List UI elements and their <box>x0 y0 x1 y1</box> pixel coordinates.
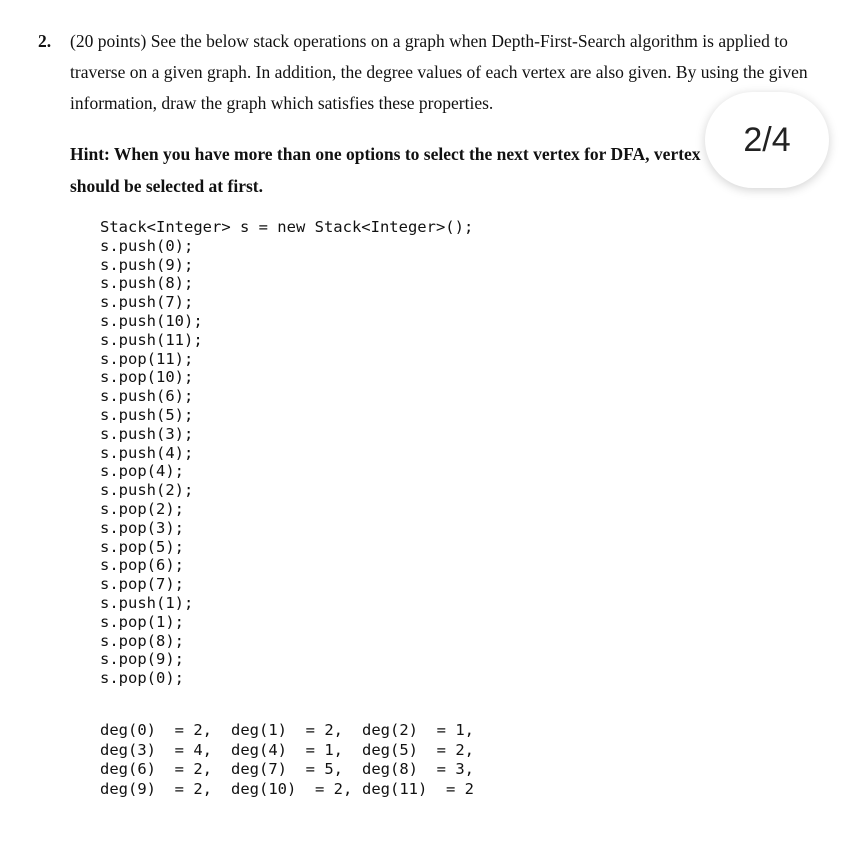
code-line: s.push(3); <box>100 424 194 443</box>
code-line: s.push(8); <box>100 274 194 293</box>
degree-value: deg(10) = 2, <box>231 779 353 798</box>
code-line: s.pop(3); <box>100 518 184 537</box>
degree-value: deg(2) = 1, <box>362 721 474 739</box>
code-line: s.pop(6); <box>100 556 184 575</box>
degree-value: deg(4) = 1, <box>231 740 343 759</box>
code-line: s.pop(5); <box>100 537 184 556</box>
question-block <box>38 26 818 119</box>
degree-value: deg(0) = 2, <box>100 721 212 739</box>
code-line: s.pop(9); <box>100 650 184 669</box>
degree-table <box>100 721 474 799</box>
code-line: s.push(1); <box>100 593 194 612</box>
degree-value: deg(9) = 2, <box>100 779 212 798</box>
code-line: s.push(11); <box>100 330 203 349</box>
degree-value: deg(11) = 2 <box>362 779 474 798</box>
degree-value: deg(3) = 4, <box>100 740 212 759</box>
degree-value: deg(6) = 2, <box>100 760 212 778</box>
code-line: s.pop(7); <box>100 575 184 594</box>
hint-text: Hint: When you have more than one options to select the next vertex for DFA, vertex should be selected at first. <box>70 144 701 196</box>
code-line: s.pop(11); <box>100 349 194 368</box>
code-line: s.push(2); <box>100 481 194 500</box>
code-line: s.pop(1); <box>100 612 184 631</box>
page-indicator: 2/4 <box>705 92 829 188</box>
code-line: s.pop(8); <box>100 631 184 650</box>
degree-value: deg(5) = 2, <box>362 740 474 759</box>
question-text: (20 points) See the below stack operations on a graph when Depth-First-Search algorithm is applied to traverse on a given graph. In addition, the degree values of each vertex are also given. By using the given information, draw the graph which satisfies these properties. <box>70 31 808 113</box>
code-line: s.push(6); <box>100 387 194 406</box>
code-line: s.push(4); <box>100 443 194 462</box>
code-line: s.push(7); <box>100 293 194 312</box>
code-line: Stack<Integer> s = new Stack<Integer>(); <box>100 218 474 236</box>
code-line: s.push(0); <box>100 236 194 255</box>
degree-value: deg(7) = 5, <box>231 760 343 778</box>
degree-row <box>100 760 474 780</box>
question-number: 2. <box>38 31 52 51</box>
degree-row <box>100 780 474 800</box>
code-line: s.pop(2); <box>100 499 184 518</box>
code-line: s.push(9); <box>100 255 194 274</box>
code-line: s.pop(4); <box>100 462 184 481</box>
code-line: s.pop(10); <box>100 368 194 387</box>
code-line: s.pop(0); <box>100 669 184 688</box>
code-line: s.push(10); <box>100 311 203 330</box>
degree-row <box>100 741 474 761</box>
code-line: s.push(5); <box>100 405 194 424</box>
degree-value: deg(8) = 3, <box>362 760 474 778</box>
degree-value: deg(1) = 2, <box>231 721 343 739</box>
degree-row <box>100 721 474 741</box>
stack-code-block <box>100 218 473 688</box>
